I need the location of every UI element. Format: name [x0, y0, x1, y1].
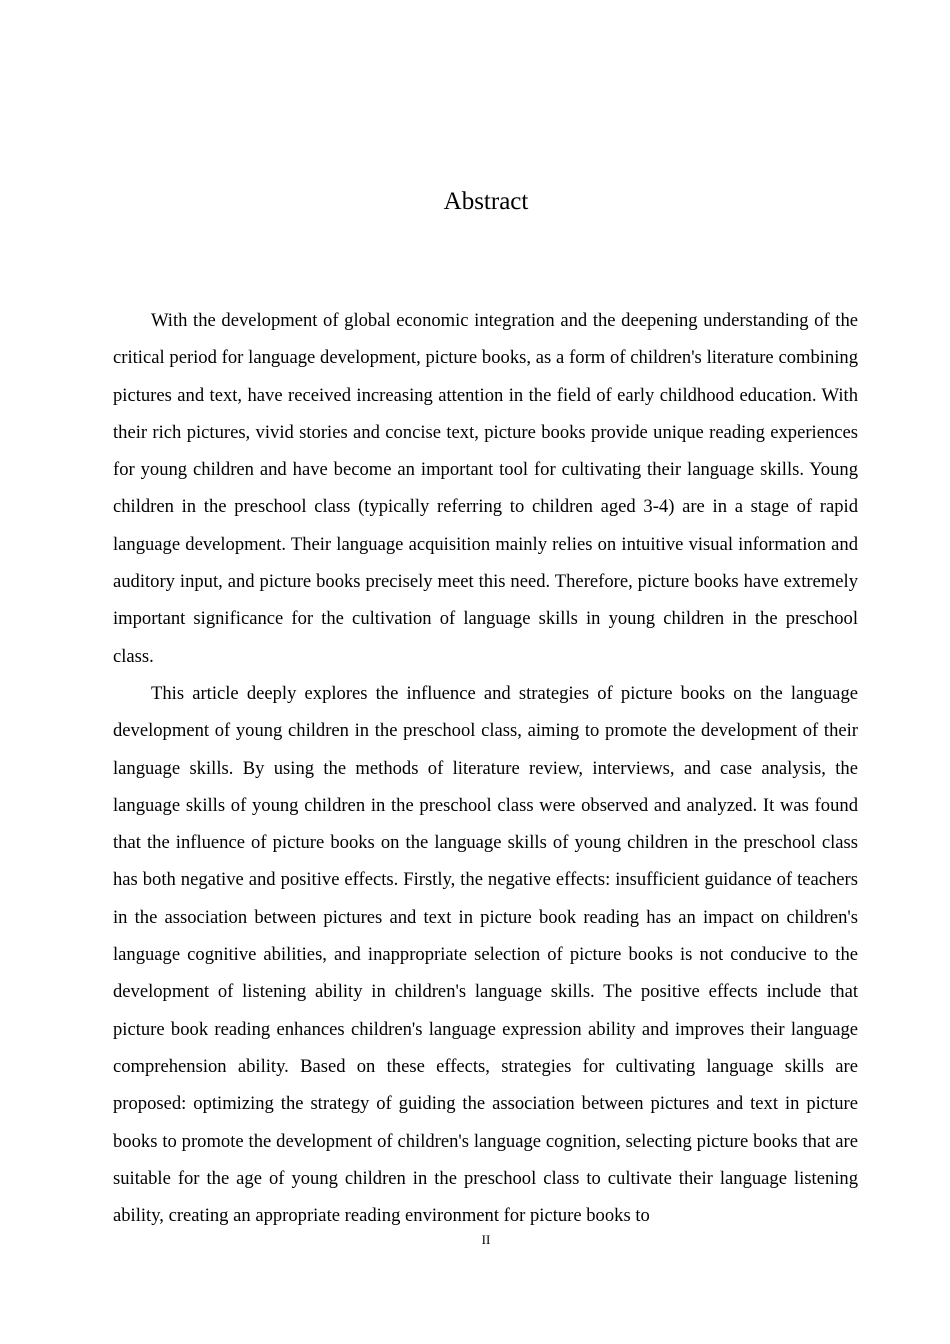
abstract-body [113, 302, 858, 1234]
abstract-paragraph-1: With the development of global economic integration and the deepening understanding of the critical period for language development, picture books, as a form of children's literature combining pictures and text, have received increasing attention in the field of early childhood education. With their rich pictures, vivid stories and concise text, picture books provide unique reading experiences for young children and have become an important tool for cultivating their language skills. Young children in the preschool class (typically referring to children aged 3-4) are in a stage of rapid language development. Their language acquisition mainly relies on intuitive visual information and auditory input, and picture books precisely meet this need. Therefore, picture books have extremely important significance for the cultivation of language skills in young children in the preschool class. [113, 310, 858, 667]
abstract-paragraph-2: This article deeply explores the influence and strategies of picture books on the language development of young children in the preschool class, aiming to promote the development of their language skills. By using the methods of literature review, interviews, and case analysis, the language skills of young children in the preschool class were observed and analyzed. It was found that the influence of picture books on the language skills of young children in the preschool class has both negative and positive effects. Firstly, the negative effects: insufficient guidance of teachers in the association between pictures and text in picture book reading has an impact on children's language cognitive abilities, and inappropriate selection of picture books is not conducive to the development of listening ability in children's language skills. The positive effects include that picture book reading enhances children's language expression ability and improves their language comprehension ability. Based on these effects, strategies for cultivating language skills are proposed: optimizing the strategy of guiding the association between pictures and text in picture books to promote the development of children's language cognition, selecting picture books that are suitable for the age of young children in the preschool class to cultivate their language listening ability, creating an appropriate reading environment for picture books to [113, 682, 858, 1227]
page-number: II [481, 1232, 491, 1247]
page-title: Abstract [443, 188, 529, 215]
